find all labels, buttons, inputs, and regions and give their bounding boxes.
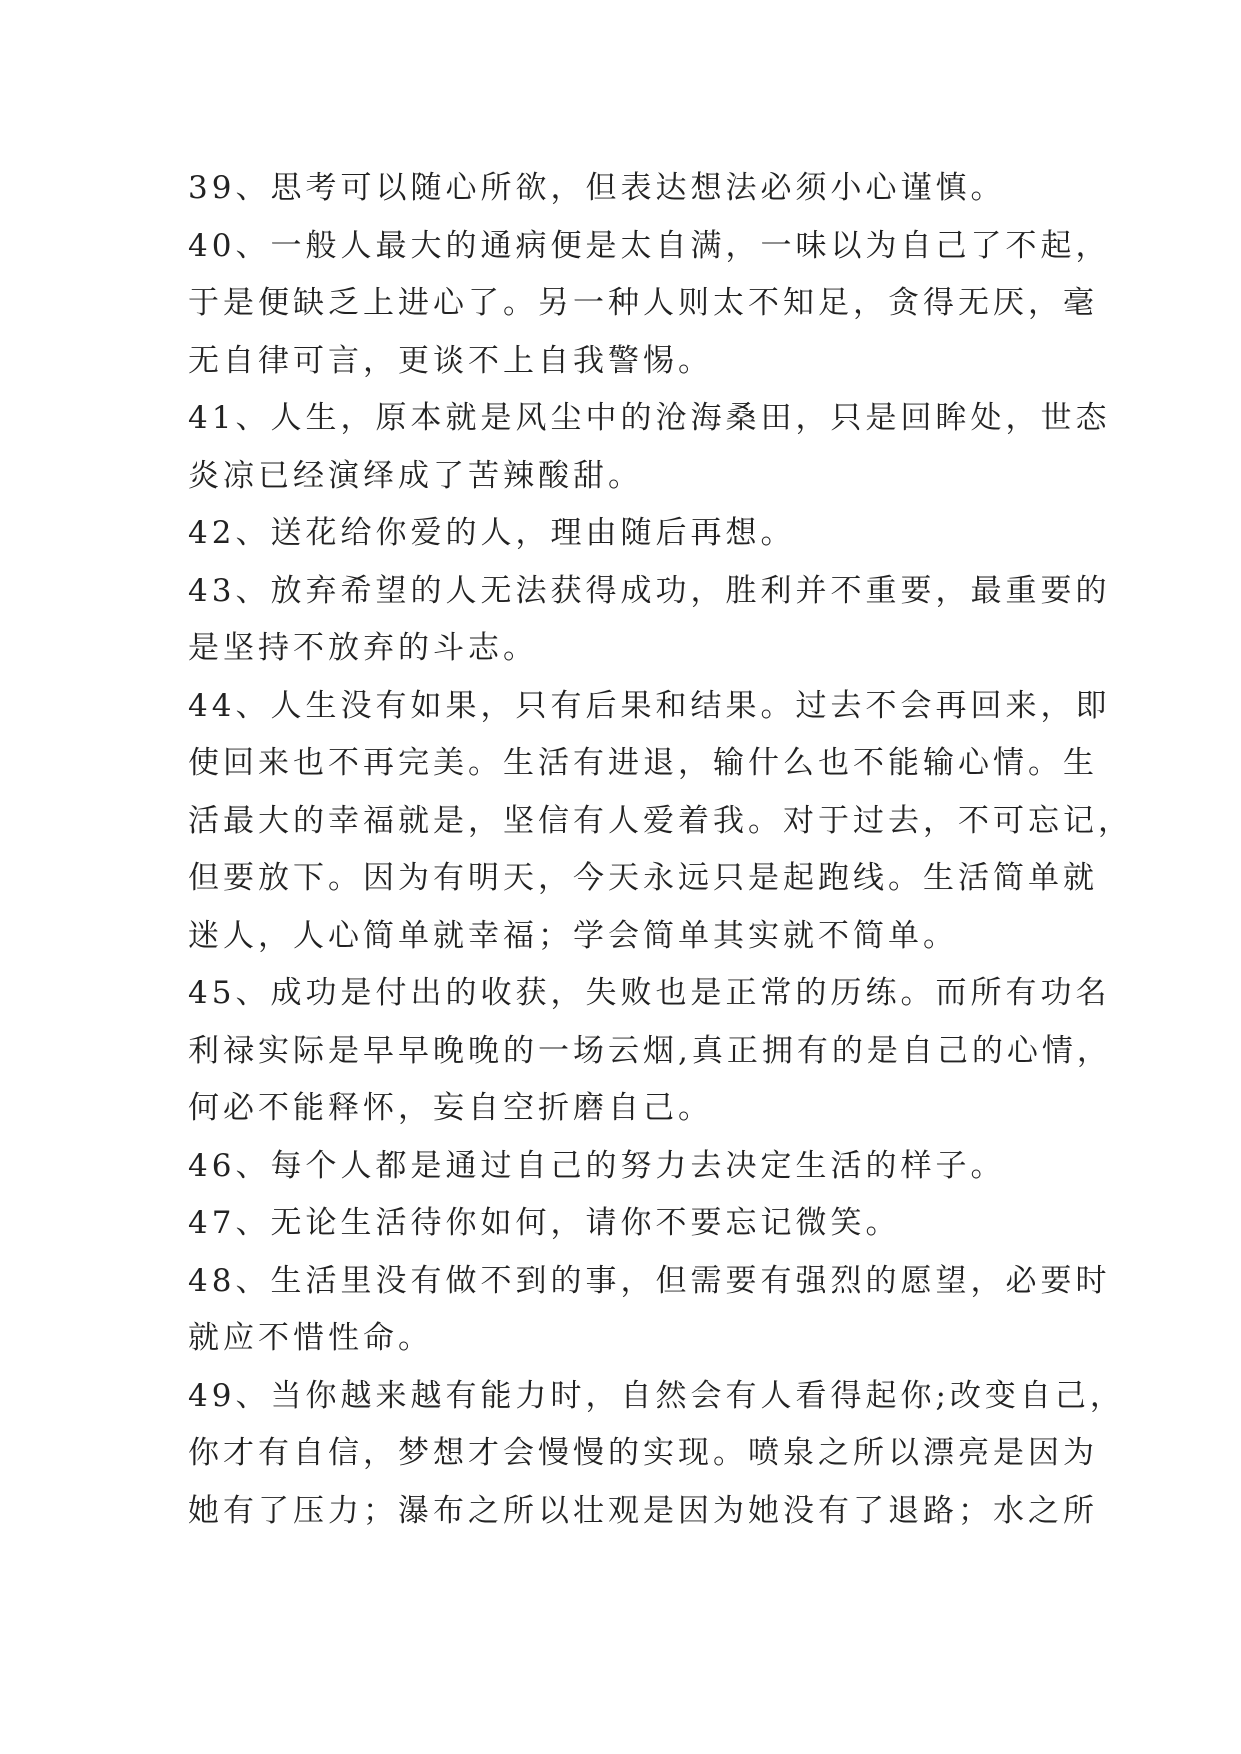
text-line: 活最大的幸福就是，坚信有人爱着我。对于过去，不可忘记， xyxy=(188,802,1133,839)
text-line: 你才有自信，梦想才会慢慢的实现。喷泉之所以漂亮是因为 xyxy=(188,1435,1098,1471)
text-line: 于是便缺乏上进心了。另一种人则太不知足，贪得无厌，毫 xyxy=(188,285,1098,321)
text-line: 无自律可言，更谈不上自我警惕。 xyxy=(188,342,713,379)
document-body xyxy=(188,160,1133,1540)
text-line: 43、放弃希望的人无法获得成功，胜利并不重要，最重要的 xyxy=(188,572,1111,609)
text-line: 她有了压力；瀑布之所以壮观是因为她没有了退路；水之所 xyxy=(188,1492,1098,1529)
text-line: 利禄实际是早早晚晚的一场云烟,真正拥有的是自己的心情， xyxy=(188,1032,1112,1069)
text-line: 迷人，人心简单就幸福；学会简单其实就不简单。 xyxy=(188,917,958,954)
text-line: 49、当你越来越有能力时，自然会有人看得起你;改变自己， xyxy=(188,1377,1125,1414)
text-line: 但要放下。因为有明天，今天永远只是起跑线。生活简单就 xyxy=(188,860,1098,896)
text-line: 40、一般人最大的通病便是太自满，一味以为自己了不起， xyxy=(188,227,1111,264)
text-line: 47、无论生活待你如何，请你不要忘记微笑。 xyxy=(188,1205,901,1241)
text-line: 何必不能释怀，妄自空折磨自己。 xyxy=(188,1090,713,1126)
text-line: 42、送花给你爱的人，理由随后再想。 xyxy=(188,515,796,551)
text-line: 41、人生，原本就是风尘中的沧海桑田，只是回眸处，世态 xyxy=(188,400,1111,436)
text-line: 39、思考可以随心所欲，但表达想法必须小心谨慎。 xyxy=(188,170,1006,206)
text-line: 就应不惜性命。 xyxy=(188,1320,433,1356)
text-line: 是坚持不放弃的斗志。 xyxy=(188,630,538,666)
text-line: 44、人生没有如果，只有后果和结果。过去不会再回来，即 xyxy=(188,687,1111,724)
text-line: 使回来也不再完美。生活有进退，输什么也不能输心情。生 xyxy=(188,745,1098,781)
text-line: 46、每个人都是通过自己的努力去决定生活的样子。 xyxy=(188,1147,1006,1184)
text-line: 48、生活里没有做不到的事，但需要有强烈的愿望，必要时 xyxy=(188,1262,1111,1299)
text-line: 45、成功是付出的收获，失败也是正常的历练。而所有功名 xyxy=(188,975,1111,1011)
text-line: 炎凉已经演绎成了苦辣酸甜。 xyxy=(188,457,643,494)
